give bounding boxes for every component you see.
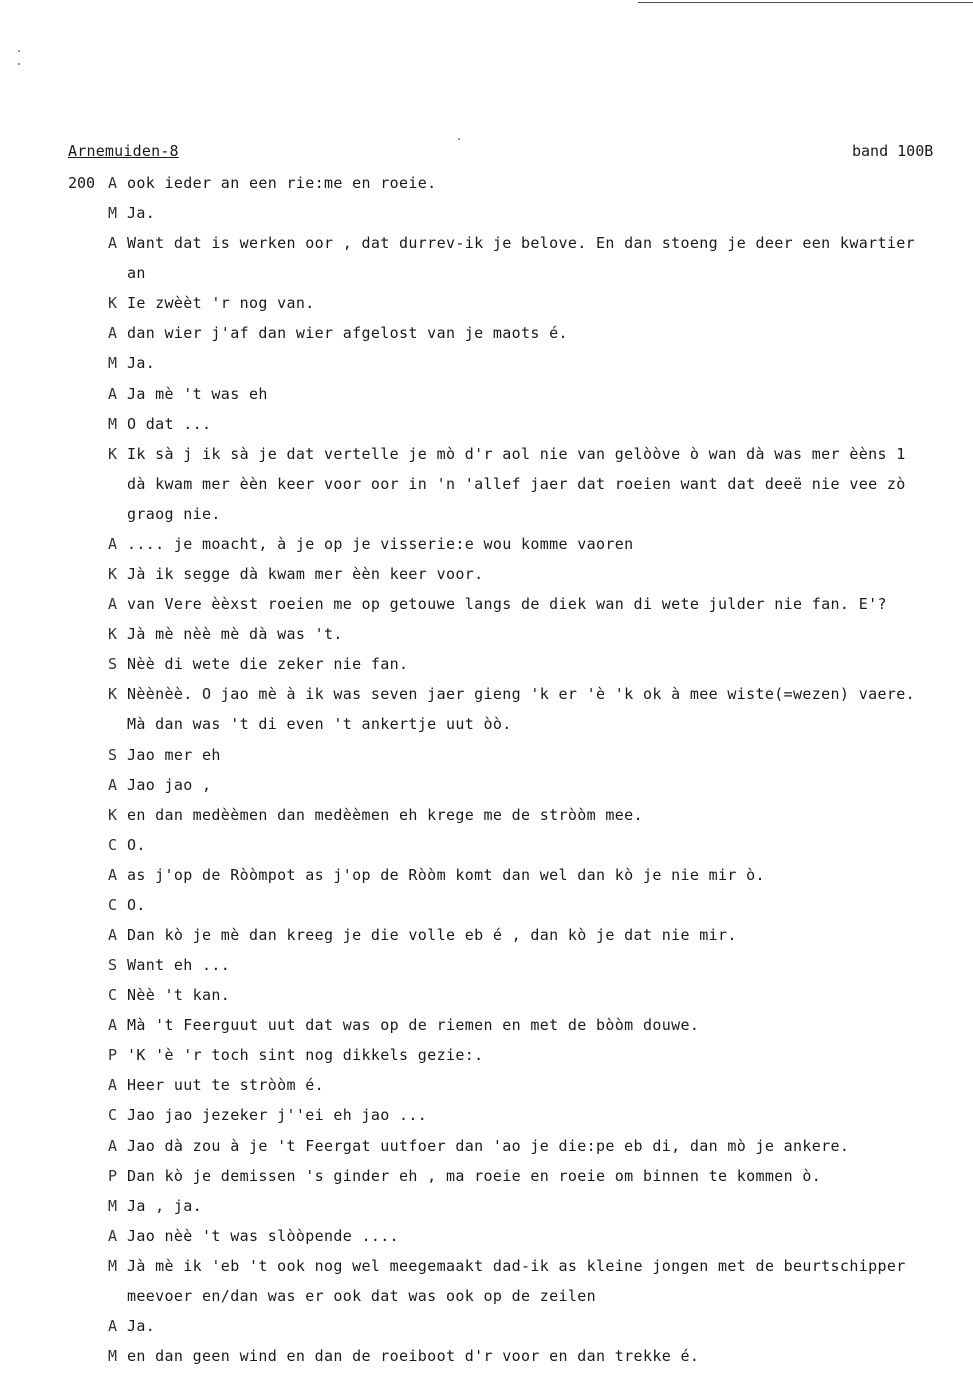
speaker-label: A [108,776,118,794]
line-number: 200 [68,174,96,192]
transcript-line: Want dat is werken oor , dat durrev-ik je belove. En dan stoeng je deer een kwartier [127,234,915,252]
scan-speck [18,63,20,65]
transcript-line: O dat ... [127,415,212,433]
speaker-label: A [108,535,118,553]
transcript-line: Jà mè nèè mè dà was 't. [127,625,343,643]
speaker-label: A [108,1076,118,1094]
transcript-line: en dan geen wind en dan de roeiboot d'r voor en dan trekke é. [127,1347,700,1365]
speaker-label: K [108,294,118,312]
speaker-label: C [108,836,118,854]
transcript-line: Nèè di wete die zeker nie fan. [127,655,409,673]
transcript-line: Jao mer eh [127,746,221,764]
speaker-label: A [108,595,118,613]
transcript-line: van Vere èèxst roeien me op getouwe langs de diek wan di wete julder nie fan. E'? [127,595,887,613]
speaker-label: A [108,174,118,192]
transcript-line: Jà ik segge dà kwam mer èèn keer voor. [127,565,484,583]
speaker-label: S [108,746,118,764]
transcript-line: O. [127,896,146,914]
transcript-line: 'K 'è 'r toch sint nog dikkels gezie:. [127,1046,484,1064]
transcript-line: Jao jao , [127,776,212,794]
transcript-line: Heer uut te stròòm é. [127,1076,324,1094]
speaker-label: A [108,1317,118,1335]
transcript-line: Ja. [127,1317,156,1335]
speaker-label: K [108,445,118,463]
scan-speck [458,138,460,140]
top-rule [638,2,973,3]
speaker-label: M [108,415,118,433]
transcript-line: en dan medèèmen dan medèèmen eh krege me de stròòm mee. [127,806,643,824]
speaker-label: A [108,385,118,403]
transcript-line: Dan kò je mè dan kreeg je die volle eb é , dan kò je dat nie mir. [127,926,737,944]
speaker-label: C [108,986,118,1004]
speaker-label: K [108,565,118,583]
speaker-label: K [108,806,118,824]
transcript-line: Nèè 't kan. [127,986,231,1004]
speaker-label: M [108,1347,118,1365]
transcript-line: Ie zwèèt 'r nog van. [127,294,315,312]
transcript-line: Ja. [127,354,156,372]
speaker-label: M [108,204,118,222]
transcript-line: O. [127,836,146,854]
transcript-line: .... je moacht, à je op je visserie:e wou komme vaoren [127,535,634,553]
speaker-label: C [108,896,118,914]
speaker-label: S [108,655,118,673]
speaker-label: S [108,956,118,974]
transcript-line: Ja. [127,204,156,222]
speaker-label: A [108,926,118,944]
transcript-line: Jao nèè 't was slòòpende .... [127,1227,400,1245]
speaker-label: M [108,1197,118,1215]
speaker-label: M [108,354,118,372]
speaker-label: K [108,625,118,643]
speaker-label: K [108,685,118,703]
speaker-label: A [108,1227,118,1245]
transcript-line: Want eh ... [127,956,231,974]
transcript-line: Ik sà j ik sà je dat vertelle je mò d'r aol nie van gelòòve ò wan dà was mer èèns 1 [127,445,906,463]
transcript-line: graog nie. [127,505,221,523]
transcript-line: meevoer en/dan was er ook dat was ook op de zeilen [127,1287,597,1305]
speaker-label: P [108,1167,118,1185]
transcript-line: Dan kò je demissen 's ginder eh , ma roeie en roeie om binnen te kommen ò. [127,1167,822,1185]
transcript-line: dà kwam mer èèn keer voor oor in 'n 'allef jaer dat roeien want dat deeë nie vee zò [127,475,906,493]
transcript-line: Jà mè ik 'eb 't ook nog wel meegemaakt dad-ik as kleine jongen met de beurtschipper [127,1257,906,1275]
transcript-line: Jao dà zou à je 't Feergat uutfoer dan 'ao je die:pe eb di, dan mò je ankere. [127,1137,850,1155]
speaker-label: A [108,866,118,884]
transcript-line: as j'op de Ròòmpot as j'op de Ròòm komt dan wel dan kò je nie mir ò. [127,866,765,884]
scan-speck [18,50,20,52]
transcript-line: ook ieder an een rie:me en roeie. [127,174,437,192]
speaker-label: A [108,1016,118,1034]
band-label: band 100B [852,142,934,160]
speaker-label: M [108,1257,118,1275]
transcript-line: Jao jao jezeker j''ei eh jao ... [127,1106,428,1124]
transcript-line: Nèènèè. O jao mè à ik was seven jaer gieng 'k er 'è 'k ok à mee wiste(=wezen) vaere. [127,685,915,703]
transcript-line: an [127,264,146,282]
speaker-label: A [108,234,118,252]
document-title: Arnemuiden-8 [68,142,179,160]
transcript-line: Ja mè 't was eh [127,385,268,403]
speaker-label: P [108,1046,118,1064]
speaker-label: A [108,1137,118,1155]
transcript-line: Mà 't Feerguut uut dat was op de riemen en met de bòòm douwe. [127,1016,700,1034]
speaker-label: A [108,324,118,342]
transcript-line: Ja , ja. [127,1197,203,1215]
transcript-line: Mà dan was 't di even 't ankertje uut òò. [127,715,512,733]
speaker-label: C [108,1106,118,1124]
transcript-line: dan wier j'af dan wier afgelost van je maots é. [127,324,568,342]
